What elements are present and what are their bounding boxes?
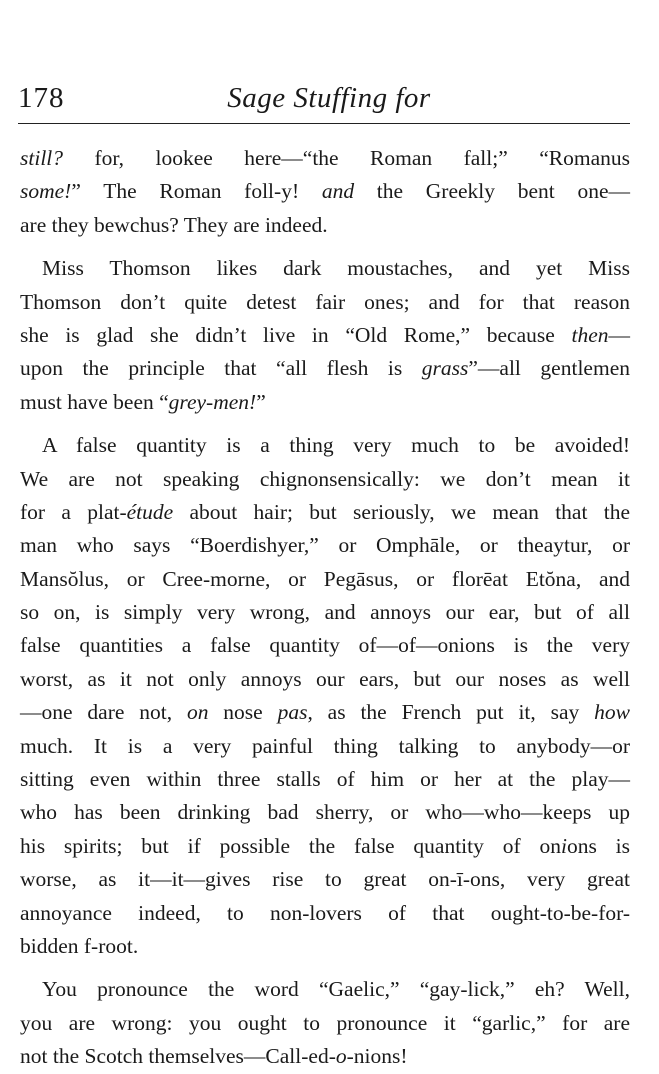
text-line: not the Scotch themselves—Call-ed-o-nions! (20, 1044, 408, 1069)
text-line: for a plat-étude about hair; but seriously, we mean that the (20, 499, 630, 524)
text-line: sitting even within three stalls of him or her at the play— (20, 767, 630, 792)
header-rule (18, 123, 630, 124)
text-line: must have been “grey-men!” (20, 389, 266, 414)
text-line: You pronounce the word “Gaelic,” “gay-lick,” eh? Well, (42, 977, 630, 1002)
text-line: worse, as it—it—gives rise to great on-ī-ons, very great (20, 867, 630, 892)
text-line: —one dare not, on nose pas, as the French put it, say how (20, 700, 630, 725)
text-line: Mansŏlus, or Cree-morne, or Pegāsus, or florēat Etŏna, and (20, 566, 630, 591)
text-line: bidden f-root. (20, 933, 139, 958)
text-line: A false quantity is a thing very much to be avoided! (42, 433, 630, 458)
text-line: she is glad she didn’t live in “Old Rome,” because then— (20, 322, 630, 347)
text-line: upon the principle that “all flesh is grass”—all gentlemen (20, 356, 630, 381)
page-number: 178 (18, 82, 65, 114)
text-line: We are not speaking chignonsensically: we don’t mean it (20, 466, 630, 491)
text-line: false quantities a false quantity of—of—onions is the very (20, 633, 630, 658)
text-line: so on, is simply very wrong, and annoys our ear, but of all (20, 600, 630, 625)
text-line: are they bewchus? They are indeed. (20, 212, 328, 237)
text-line: his spirits; but if possible the false quantity of onions is (20, 833, 630, 858)
text-line: still? for, lookee here—“the Roman fall;” “Romanus (20, 146, 630, 170)
text-line: Miss Thomson likes dark moustaches, and yet Miss (42, 256, 630, 281)
text-line: worst, as it not only annoys our ears, but our noses as well (20, 666, 630, 691)
body-text (20, 142, 630, 1074)
text-line: who has been drinking bad sherry, or who—who—keeps up (20, 800, 630, 825)
text-line: you are wrong: you ought to pronounce it “garlic,” for are (20, 1010, 630, 1035)
text-line: annoyance indeed, to non-lovers of that ought-to-be-for- (20, 900, 630, 925)
page-header (18, 82, 640, 122)
text-line: much. It is a very painful thing talking to anybody—or (20, 733, 630, 758)
text-line: Thomson don’t quite detest fair ones; and for that reason (20, 289, 630, 314)
text-line: some!” The Roman foll-y! and the Greekly bent one— (20, 179, 630, 204)
running-title: Sage Stuffing for (227, 82, 431, 114)
text-line: man who says “Boerdishyer,” or Omphāle, or theaytur, or (20, 533, 630, 558)
